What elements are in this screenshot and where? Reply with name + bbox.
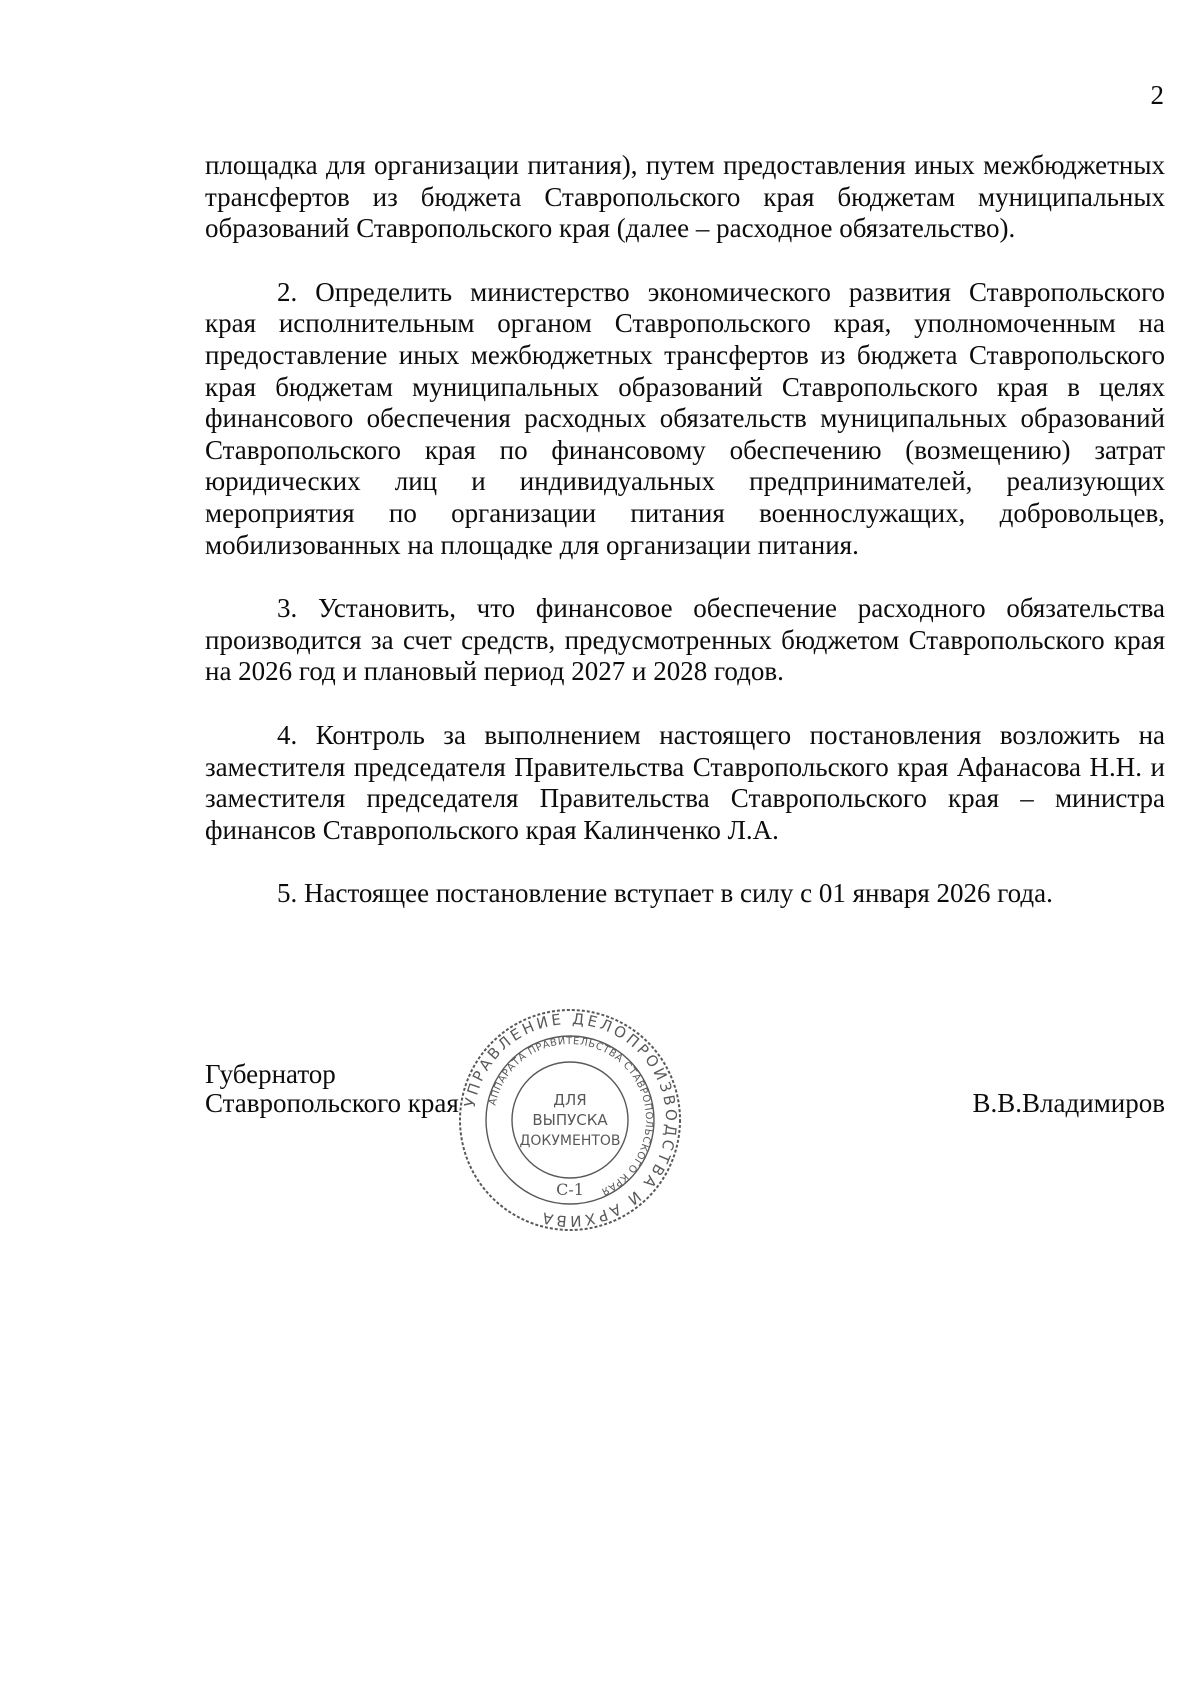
stamp-center-line1: ДЛЯ [553,1091,587,1109]
paragraph-item-3: 3. Установить, что финансовое обеспечение расходного обязательства производится за счет средств, предусмотренных бюджетом Ставропольского края на 2026 год и плановый период 2027 и 2028 годов. [205,593,1165,687]
signatory-title-line2: Ставропольского края [205,1088,459,1118]
stamp-code: С-1 [556,1180,584,1199]
paragraph-item-5: 5. Настоящее постановление вступает в силу с 01 января 2026 года. [277,878,1053,909]
signatory-name: В.В.Владимиров [972,1088,1165,1118]
paragraph-item-4: 4. Контроль за выполнением настоящего постановления возложить на заместителя председателя Правительства Ставропольского края Афанасова Н.Н. и заместителя председателя Правительства Ставропольского края – министра финансов Ставропольского края Калинченко Л.А. [205,719,1165,845]
stamp-center-line3: ДОКУМЕНТОВ [519,1133,621,1149]
stamp-center-line2: ВЫПУСКА [532,1111,608,1129]
signatory-title [205,1060,459,1118]
stamp-outer-text: УПРАВЛЕНИЕ ДЕЛОПРОИЗВОДСТВА И АРХИВА [460,1009,681,1231]
document-body [205,150,1165,942]
page-number: 2 [1150,80,1164,110]
paragraph-continuation: площадка для организации питания), путем предоставления иных межбюджетных трансфертов из бюджета Ставропольского края бюджетам муниципальных образований Ставропольского края (далее – расходное обязательство). [205,150,1165,244]
signatory-title-line1: Губернатор [205,1059,336,1089]
stamp-inner-text: АППАРАТА ПРАВИТЕЛЬСТВА СТАВРОПОЛЬСКОГО КРАЯ [487,1035,655,1197]
paragraph-item-2: 2. Определить министерство экономического развития Ставропольского края исполнительным органом Ставропольского края, уполномоченным на предоставление иных межбюджетных трансфертов из бюджета Ставропольского края бюджетам муниципальных образований Ставропольского края в целях финансового обеспечения расходных обязательств муниципальных образований Ставропольского края по финансовому обеспечению (возмещению) затрат юридических лиц и индивидуальных предпринимателей, реализующих мероприятия по организации питания военнослужащих, добровольцев, мобилизованных на площадке для организации питания. [205,276,1165,560]
signature-block [205,1060,1165,1130]
official-stamp [455,1005,685,1235]
